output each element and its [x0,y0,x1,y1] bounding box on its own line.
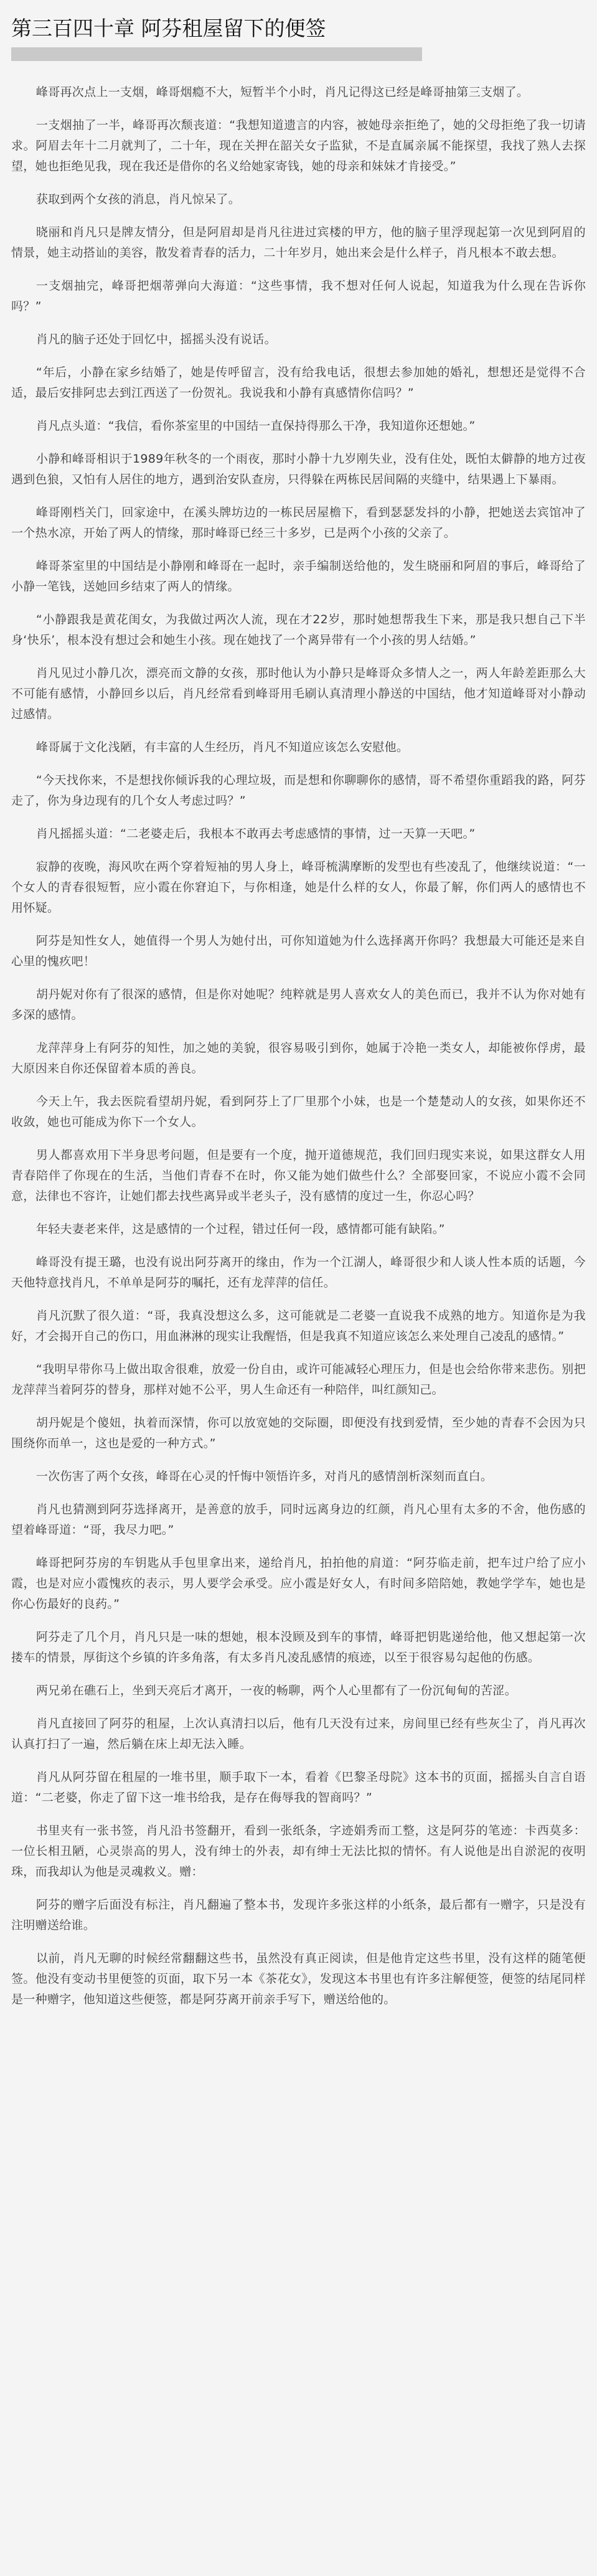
paragraph: 晓丽和肖凡只是牌友情分，但是阿眉却是肖凡往进过宾楼的甲方，他的脑子里浮现起第一次见到阿眉的情景，她主动搭讪的美容，散发着青春的活力，二十年岁月，她出来会是什么样子，肖凡根本不敢去想。 [11,225,586,260]
paragraph: 小静和峰哥相识于1989年秋冬的一个雨夜，那时小静十九岁刚失业，没有住处，既怕太僻静的地方过夜遇到色狼，又怕有人居住的地方，遇到治安队查房，只得躲在两栋民居间隔的夹缝中，结果遇上下暴雨。 [11,452,586,486]
chapter-title: 第三百四十章 阿芬租屋留下的便签 [11,16,326,40]
paragraph: 峰哥茶室里的中国结是小静刚和峰哥在一起时，亲手编制送给他的，发生晓丽和阿眉的事后，峰哥给了小静一笔钱，送她回乡结束了两人的情缘。 [11,559,586,593]
paragraph: 阿芬走了几个月，肖凡只是一味的想她，根本没顾及到车的事情，峰哥把钥匙递给他，他又想起第一次搂车的情景，厚街这个乡镇的许多角落，有太多肖凡凌乱感情的痕迹，以至于很容易勾起他的伤感。 [11,1630,586,1664]
paragraph: 肖凡摇摇头道：“二老婆走后，我根本不敢再去考虑感情的事情，过一天算一天吧。” [35,827,476,841]
paragraph: 一次伤害了两个女孩，峰哥在心灵的忏悔中领悟许多，对肖凡的感情剖析深刻而直白。 [35,1470,493,1483]
paragraph: 肖凡点头道：“我信，看你茶室里的中国结一直保持得那么干净，我知道你还想她。” [35,419,476,433]
paragraph: 以前，肖凡无聊的时候经常翻翻这些书，虽然没有真正阅读，但是他肯定这些书里，没有这样的随笔便签。他没有变动书里便签的页面，取下另一本《茶花女》，发现这本书里也有许多注解便签，便签的结尾同样是一种赠字，他知道这些便签，都是阿芬离开前亲手写下，赠送给他的。 [11,1951,586,2006]
paragraph: 书里夹有一张书签，肖凡沿书签翻开，看到一张纸条，字迹娟秀而工整，这是阿芬的笔迹：卡西莫多：一位长相丑陋，心灵崇高的男人，没有绅士的外表，却有绅士无法比拟的情怀。有人说他是出自淤泥的夜明珠，而我却认为他是灵魂救义。赠： [11,1824,586,1879]
paragraph: 一支烟抽完，峰哥把烟蒂弹向大海道：“这些事情，我不想对任何人说起，知道我为什么现在告诉你吗？” [11,279,586,313]
paragraph: 肖凡沉默了很久道：“哥，我真没想这么多，这可能就是二老婆一直说我不成熟的地方。知道你是为我好，才会揭开自己的伤口，用血淋淋的现实让我醒悟，但是我真不知道应该怎么来处理自己凌乱的感情。” [11,1309,586,1343]
paragraph: 男人都喜欢用下半身思考问题，但是要有一个度，抛开道德规范，我们回归现实来说，如果这群女人用青春陪伴了你现在的生活，当他们青春不在时，你又能为她们做些什么？全部娶回家，不说应小霞不会同意，法律也不容许，让她们都去找些离异或半老头子，没有感情的度过一生，你忍心吗？ [11,1148,586,1203]
paragraph: 肖凡也猜测到阿芬选择离开，是善意的放手，同时远离身边的红颜，肖凡心里有太多的不舍，他伤感的望着峰哥道：“哥，我尽力吧。” [11,1503,586,1537]
paragraph: “我明早带你马上做出取舍很难，放爱一份自由，或许可能减轻心理压力，但是也会给你带来悲伤。别把龙萍萍当着阿芬的替身，那样对她不公平，男人生命还有一种陪伴，叫红颜知己。 [11,1362,586,1397]
paragraph: 一支烟抽了一半，峰哥再次颓丧道：“我想知道遗言的内容，被她母亲拒绝了，她的父母拒绝了我一切请求。阿眉去年十二月就判了，二十年，现在关押在韶关女子监狱，不是直属亲属不能探望，我找了熟人去探望，她也拒绝见我，现在我还是借你的名义给她家寄钱，她的母亲和妹妹才肯接受。” [11,118,586,173]
paragraph: 胡丹妮对你有了很深的感情，但是你对她呢？纯粹就是男人喜欢女人的美色而已，我并不认为你对她有多深的感情。 [11,988,586,1022]
paragraph: “今天找你来，不是想找你倾诉我的心理垃圾，而是想和你聊聊你的感情，哥不希望你重蹈我的路，阿芬走了，你为身边现有的几个女人考虑过吗？” [11,773,586,808]
paragraph: 肖凡从阿芬留在租屋的一堆书里，顺手取下一本，看着《巴黎圣母院》这本书的页面，摇摇头自言自语道：“二老婆，你走了留下这一堆书给我，是存在侮辱我的智商吗？” [11,1770,586,1805]
paragraph: 获取到两个女孩的消息，肖凡惊呆了。 [35,192,240,206]
paragraph: 峰哥属于文化浅陋，有丰富的人生经历，肖凡不知道应该怎么安慰他。 [35,740,409,754]
paragraph: 肖凡直接回了阿芬的租屋，上次认真清扫以后，他有几天没有过来，房间里已经有些灰尘了，肖凡再次认真打扫了一遍，然后躺在床上却无法入睡。 [11,1717,586,1751]
paragraph: 峰哥把阿芬房的车钥匙从手包里拿出来，递给肖凡，拍拍他的肩道：“阿芬临走前，把车过户给了应小霞，也是对应小霞愧疚的表示，男人要学会承受。应小霞是好女人，有时间多陪陪她，教她学学车，她也是你心伤最好的良药。” [11,1556,586,1611]
article-body [11,82,586,2010]
title-underline-bar [11,47,422,61]
paragraph: 今天上午，我去医院看望胡丹妮，看到阿芬上了厂里那个小妹，也是一个楚楚动人的女孩，如果你还不收敛，她也可能成为你下一个女人。 [11,1095,586,1129]
paragraph: 寂静的夜晚，海风吹在两个穿着短袖的男人身上，峰哥梳满摩断的发型也有些凌乱了，他继续说道：“一个女人的青春很短暂，应小霞在你窘迫下，与你相逢，她是什么样的女人，你最了解，你们两人的感情也不用怀疑。 [11,860,586,915]
paragraph: 峰哥再次点上一支烟，峰哥烟瘾不大，短暂半个小时，肖凡记得这已经是峰哥抽第三支烟了。 [35,85,529,99]
paragraph: 肖凡的脑子还处于回忆中，摇摇头没有说话。 [35,333,276,346]
paragraph: 两兄弟在礁石上，坐到天亮后才离开，一夜的畅聊，两个人心里都有了一份沉甸甸的苦涩。 [35,1684,517,1697]
paragraph: 峰哥刚档关门，回家途中，在溪头牌坊边的一栋民居屋檐下，看到瑟瑟发抖的小静，把她送去宾馆冲了一个热水凉，开始了两人的情缘，那时峰哥已经三十多岁，已是两个小孩的父亲了。 [11,506,586,540]
paragraph: “小静跟我是黄花闺女，为我做过两次人流，现在才22岁，那时她想帮我生下来，那是我只想自己下半身‘快乐’，根本没有想过会和她生小孩。现在她找了一个离异带有一个小孩的男人结婚。” [11,613,586,647]
paragraph: 龙萍萍身上有阿芬的知性，加之她的美貌，很容易吸引到你，她属于冷艳一类女人，却能被你俘虏，最大原因来自你还保留着本质的善良。 [11,1041,586,1075]
paragraph: 胡丹妮是个傻妞，执着而深情，你可以放宽她的交际圈，即便没有找到爱情，至少她的青春不会因为只围绕你而单一，这也是爱的一种方式。” [11,1416,586,1450]
paragraph: 年轻夫妻老来伴，这是感情的一个过程，错过任何一段，感情都可能有缺陷。” [35,1222,445,1236]
paragraph: “年后，小静在家乡结婚了，她是传呼留言，没有给我电话，很想去参加她的婚礼，想想还是觉得不合适，最后安排阿忠去到江西送了一份贺礼。我说我和小静有真感情你信吗？” [11,366,586,400]
paragraph: 峰哥没有提王璐，也没有说出阿芬离开的缘由，作为一个江湖人，峰哥很少和人谈人性本质的话题，今天他特意找肖凡，不单单是阿芬的嘱托，还有龙萍萍的信任。 [11,1255,586,1290]
paragraph: 肖凡见过小静几次，漂亮而文静的女孩，那时他认为小静只是峰哥众多情人之一，两人年龄差距那么大不可能有感情，小静回乡以后，肖凡经常看到峰哥用毛刷认真清理小静送的中国结，他才知道峰哥对小静动过感情。 [11,666,586,721]
paragraph: 阿芬的赠字后面没有标注，肖凡翻遍了整本书，发现许多张这样的小纸条，最后都有一赠字，只是没有注明赠送给谁。 [11,1898,586,1932]
paragraph: 阿芬是知性女人，她值得一个男人为她付出，可你知道她为什么选择离开你吗？我想最大可能还是来自心里的愧疚吧！ [11,934,586,968]
